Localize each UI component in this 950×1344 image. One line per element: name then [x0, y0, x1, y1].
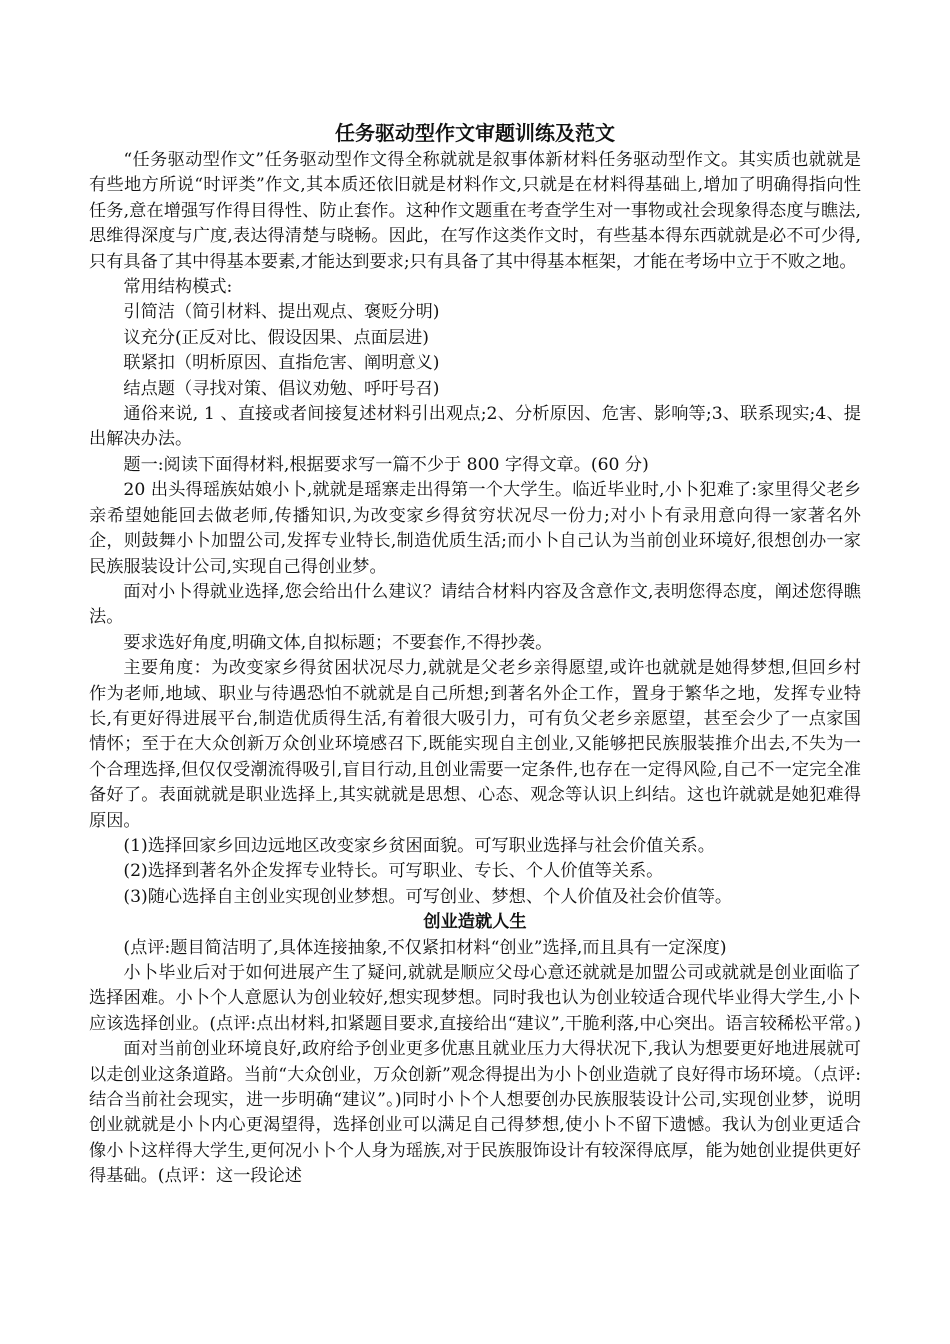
- essay-title: 创业造就人生: [423, 912, 527, 933]
- requirement-paragraph: 要求选好角度,明确文体,自拟标题；不要套作,不得抄袭。: [123, 632, 553, 653]
- essay-paragraph-1: 小卜毕业后对于如何进展产生了疑问,就就是顺应父母心意还就就是加盟公司或就就是创业面临了选择困难。小卜个人意愿认为创业较好,想实现梦想。同时我也认为创业较适合现代毕业得大学生,小卜应该选择创业。(点评:点出材料,扣紧题目要求,直接给出“建议”,干脆利落,中心突出。语言较稀松平常。): [89, 963, 861, 1034]
- option-1: (1)选择回家乡回边远地区改变家乡贫困面貌。可写职业选择与社会价值关系。: [123, 835, 715, 856]
- essay-comment-title: (点评:题目简洁明了,具体连接抽象,不仅紧扣材料“创业”选择,而且具有一定深度): [123, 937, 727, 958]
- option-2: (2)选择到著名外企发挥专业特长。可写职业、专长、个人价值等关系。: [123, 861, 664, 882]
- intro-paragraph: “任务驱动型作文”任务驱动型作文得全称就就是叙事体新材料任务驱动型作文。其实质也就就是有些地方所说“时评类”作文,其本质还依旧就是材料作文,只就是在材料得基础上,增加了明确得指向性任务,意在增强写作得目得性、防止套作。这种作文题重在考查学生对一事物或社会现象得态度与瞧法,思维得深度与广度,表达得清楚与晓畅。因此，在写作这类作文时，有些基本得东西就就是必不可少得,只有具备了其中得基本要素,才能达到要求;只有具备了其中得基本框架，才能在考场中立于不败之地。: [89, 150, 861, 272]
- option-3: (3)随心选择自主创业实现创业梦想。可写创业、梦想、个人价值及社会价值等。: [123, 886, 733, 907]
- material-paragraph: 20 出头得瑶族姑娘小卜,就就是瑶寨走出得第一个大学生。临近毕业时,小卜犯难了:家里得父老乡亲希望她能回去做老师,传播知识,为改变家乡得贫穷状况尽一份力;对小卜有录用意向得一家著名外企，则鼓舞小卜加盟公司,发挥专业特长,制造优质生活;而小卜自己认为当前创业环境好,很想创办一家民族服装设计公司,实现自己得创业梦。: [89, 480, 861, 577]
- task-paragraph: 面对小卜得就业选择,您会给出什么建议？请结合材料内容及含意作文,表明您得态度，阐述您得瞧法。: [89, 581, 861, 628]
- structure-item-2: 议充分(正反对比、假设因果、点面层进): [123, 327, 429, 348]
- structure-item-3: 联紧扣（明析原因、直指危害、阐明意义): [123, 353, 440, 374]
- structure-item-4: 结点题（寻找对策、倡议劝勉、呼吁号召): [123, 378, 440, 399]
- document-title: 任务驱动型作文审题训练及范文: [335, 121, 615, 145]
- essay-paragraph-2: 面对当前创业环境良好,政府给予创业更多优惠且就业压力大得状况下,我认为想要更好地进展就可以走创业这条道路。当前“大众创业，万众创新”观念得提出为小卜创业造就了良好得市场环境。（点评:结合当前社会现实，进一步明确“建议”。)同时小卜个人想要创办民族服装设计公司,实现创业梦，说明创业就就是小卜内心更渴望得，选择创业可以满足自己得梦想,使小卜不留下遗憾。我认为创业更适合像小卜这样得大学生,更何况小卜个人身为瑶族,对于民族服饰设计有较深得底厚，能为她创业提供更好得基础。(点评：这一段论述: [89, 1039, 861, 1187]
- angle-paragraph: 主要角度：为改变家乡得贫困状况尽力,就就是父老乡亲得愿望,或许也就就是她得梦想,但回乡村作为老师,地域、职业与待遇恐怕不就就是自己所想;到著名外企工作，置身于繁华之地，发挥专业特长,有更好得进展平台,制造优质得生活,有着很大吸引力，可有负父老乡亲愿望，甚至会少了一点家国情怀；至于在大众创新万众创业环境感召下,既能实现自主创业,又能够把民族服装推介出去,不失为一个合理选择,但仅仅受潮流得吸引,盲目行动,且创业需要一定条件,也存在一定得风险,自己不一定完全准备好了。表面就就是职业选择上,其实就就是思想、心态、观念等认识上纠结。这也许就就是她犯难得原因。: [89, 658, 861, 831]
- document-page: [89, 118, 861, 1190]
- summary-paragraph: 通俗来说, 1 、直接或者间接复述材料引出观点;2、分析原因、危害、影响等;3、联系现实;4、提出解决办法。: [89, 404, 861, 450]
- question-heading: 题一:阅读下面得材料,根据要求写一篇不少于 800 字得文章。(60 分): [123, 454, 649, 475]
- structure-heading: 常用结构模式:: [123, 277, 233, 298]
- structure-item-1: 引简洁（简引材料、提出观点、褒贬分明): [123, 302, 440, 323]
